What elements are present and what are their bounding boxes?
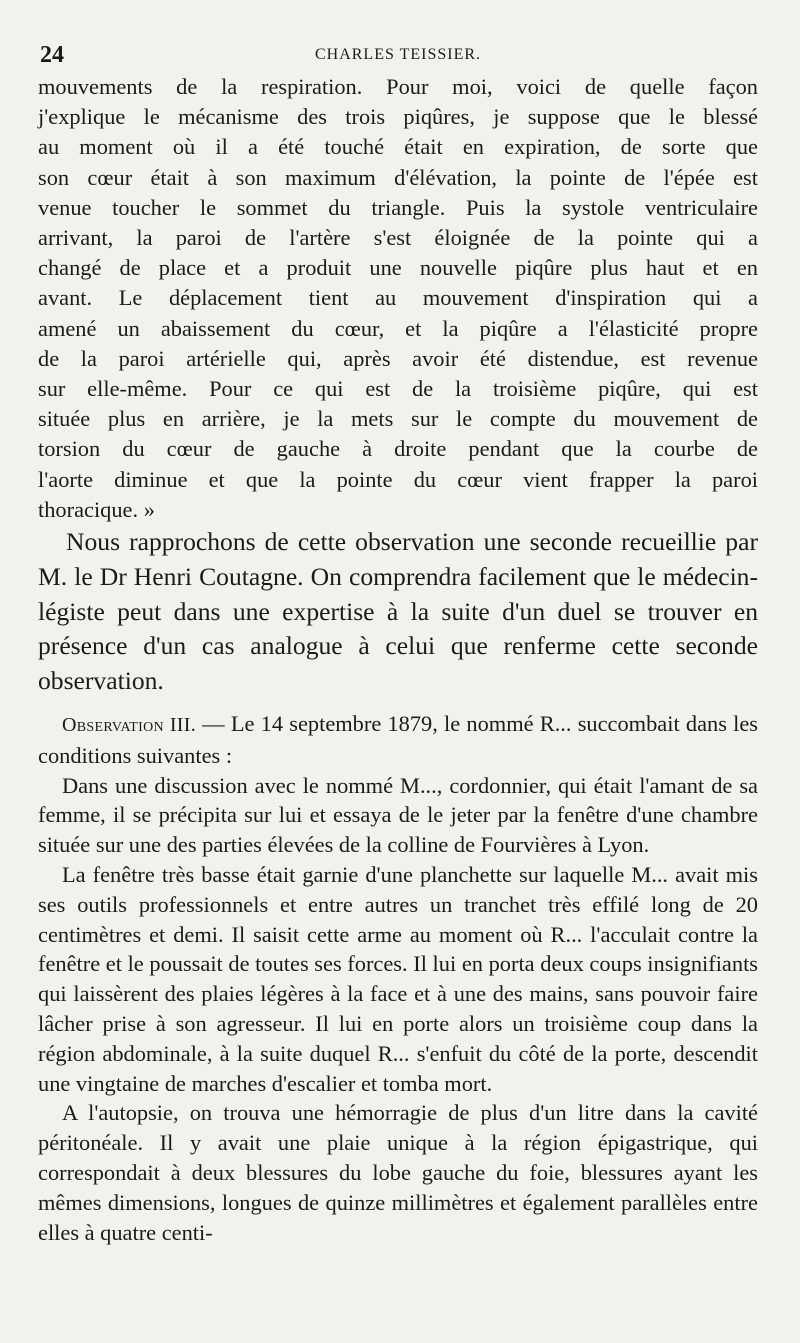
text-line: amené un abaissement du cœur, et la piqûre a l'élasticité propre [38,315,758,341]
observation-heading-paragraph [38,709,758,771]
page-number: 24 [40,42,64,68]
text-line: j'explique le mécanisme des trois piqûres, je suppose que le blessé [38,104,758,130]
text-line: avant. Le déplacement tient au mouvement d'inspiration qui a [38,285,758,311]
running-head [38,38,758,72]
observation-intro: — Le 14 septembre 1879, le nommé R... succombait dans les conditions suivantes : [38,711,758,768]
observation-title: Observation III. [62,714,197,737]
text-line: sur elle-même. Pour ce qui est de la troisième piqûre, qui est [38,376,758,402]
observation-paragraph: Dans une discussion avec le nommé M..., cordonnier, qui était l'amant de sa femme, il se précipita sur lui et essaya de le jeter par la fenêtre d'une chambre située sur une des parties élevées de la colline de Fourvières à Lyon. [38,772,758,858]
text-line: au moment où il a été touché était en expiration, de sorte que [38,134,758,160]
main-paragraph: Nous rapprochons de cette observation une seconde recueillie par M. le Dr Henri Coutagne. On comprendra facilement que le médecin-légiste peut dans une expertise à la suite d'un duel se trouver en présence d'un cas analogue à celui que renferme cette seconde observation. [38,527,758,696]
quoted-passage [38,72,758,525]
text-line: située plus en arrière, je la mets sur le compte du mouvement de [38,406,758,432]
text-line: de la paroi artérielle qui, après avoir été distendue, est revenue [38,345,758,371]
text-line: thoracique. » [38,496,155,522]
text-line: mouvements de la respiration. Pour moi, voici de quelle façon [38,74,758,99]
observation-paragraph: A l'autopsie, on trouva une hémorragie de plus d'un litre dans la cavité péritonéale. Il y avait une plaie unique à la région épigastrique, qui correspondait à deux blessures du lobe gauche du foie, blessures ayant les mêmes dimensions, longues de quinze millimètres et également parallèles entre elles à quatre centi- [38,1100,758,1245]
running-title: CHARLES TEISSIER. [314,46,482,63]
text-line: l'aorte diminue et que la pointe du cœur vient frapper la paroi [38,466,758,492]
observation-section [38,709,758,1247]
text-line: venue toucher le sommet du triangle. Puis la systole ventriculaire [38,194,758,220]
text-line: changé de place et a produit une nouvelle piqûre plus haut et en [38,255,758,281]
text-line: arrivant, la paroi de l'artère s'est éloignée de la pointe qui a [38,225,758,251]
text-line: son cœur était à son maximum d'élévation, la pointe de l'épée est [38,164,758,190]
text-line: torsion du cœur de gauche à droite pendant que la courbe de [38,436,758,462]
observation-paragraph: La fenêtre très basse était garnie d'une planchette sur laquelle M... avait mis ses outils professionnels et entre autres un tranchet très effilé long de 20 centimètres et demi. Il saisit cette arme au moment où R... l'acculait contre la fenêtre et le poussait de toutes ses forces. Il lui en porta deux coups insignifiants qui laissèrent des plaies légères à la face et à une des mains, sans pouvoir faire lâcher prise à son agresseur. Il lui en porte alors un troisième coup dans la région abdominale, à la suite duquel R... s'enfuit du côté de la porte, descendit une vingtaine de marches d'escalier et tomba mort. [38,862,758,1096]
main-text [38,525,758,699]
